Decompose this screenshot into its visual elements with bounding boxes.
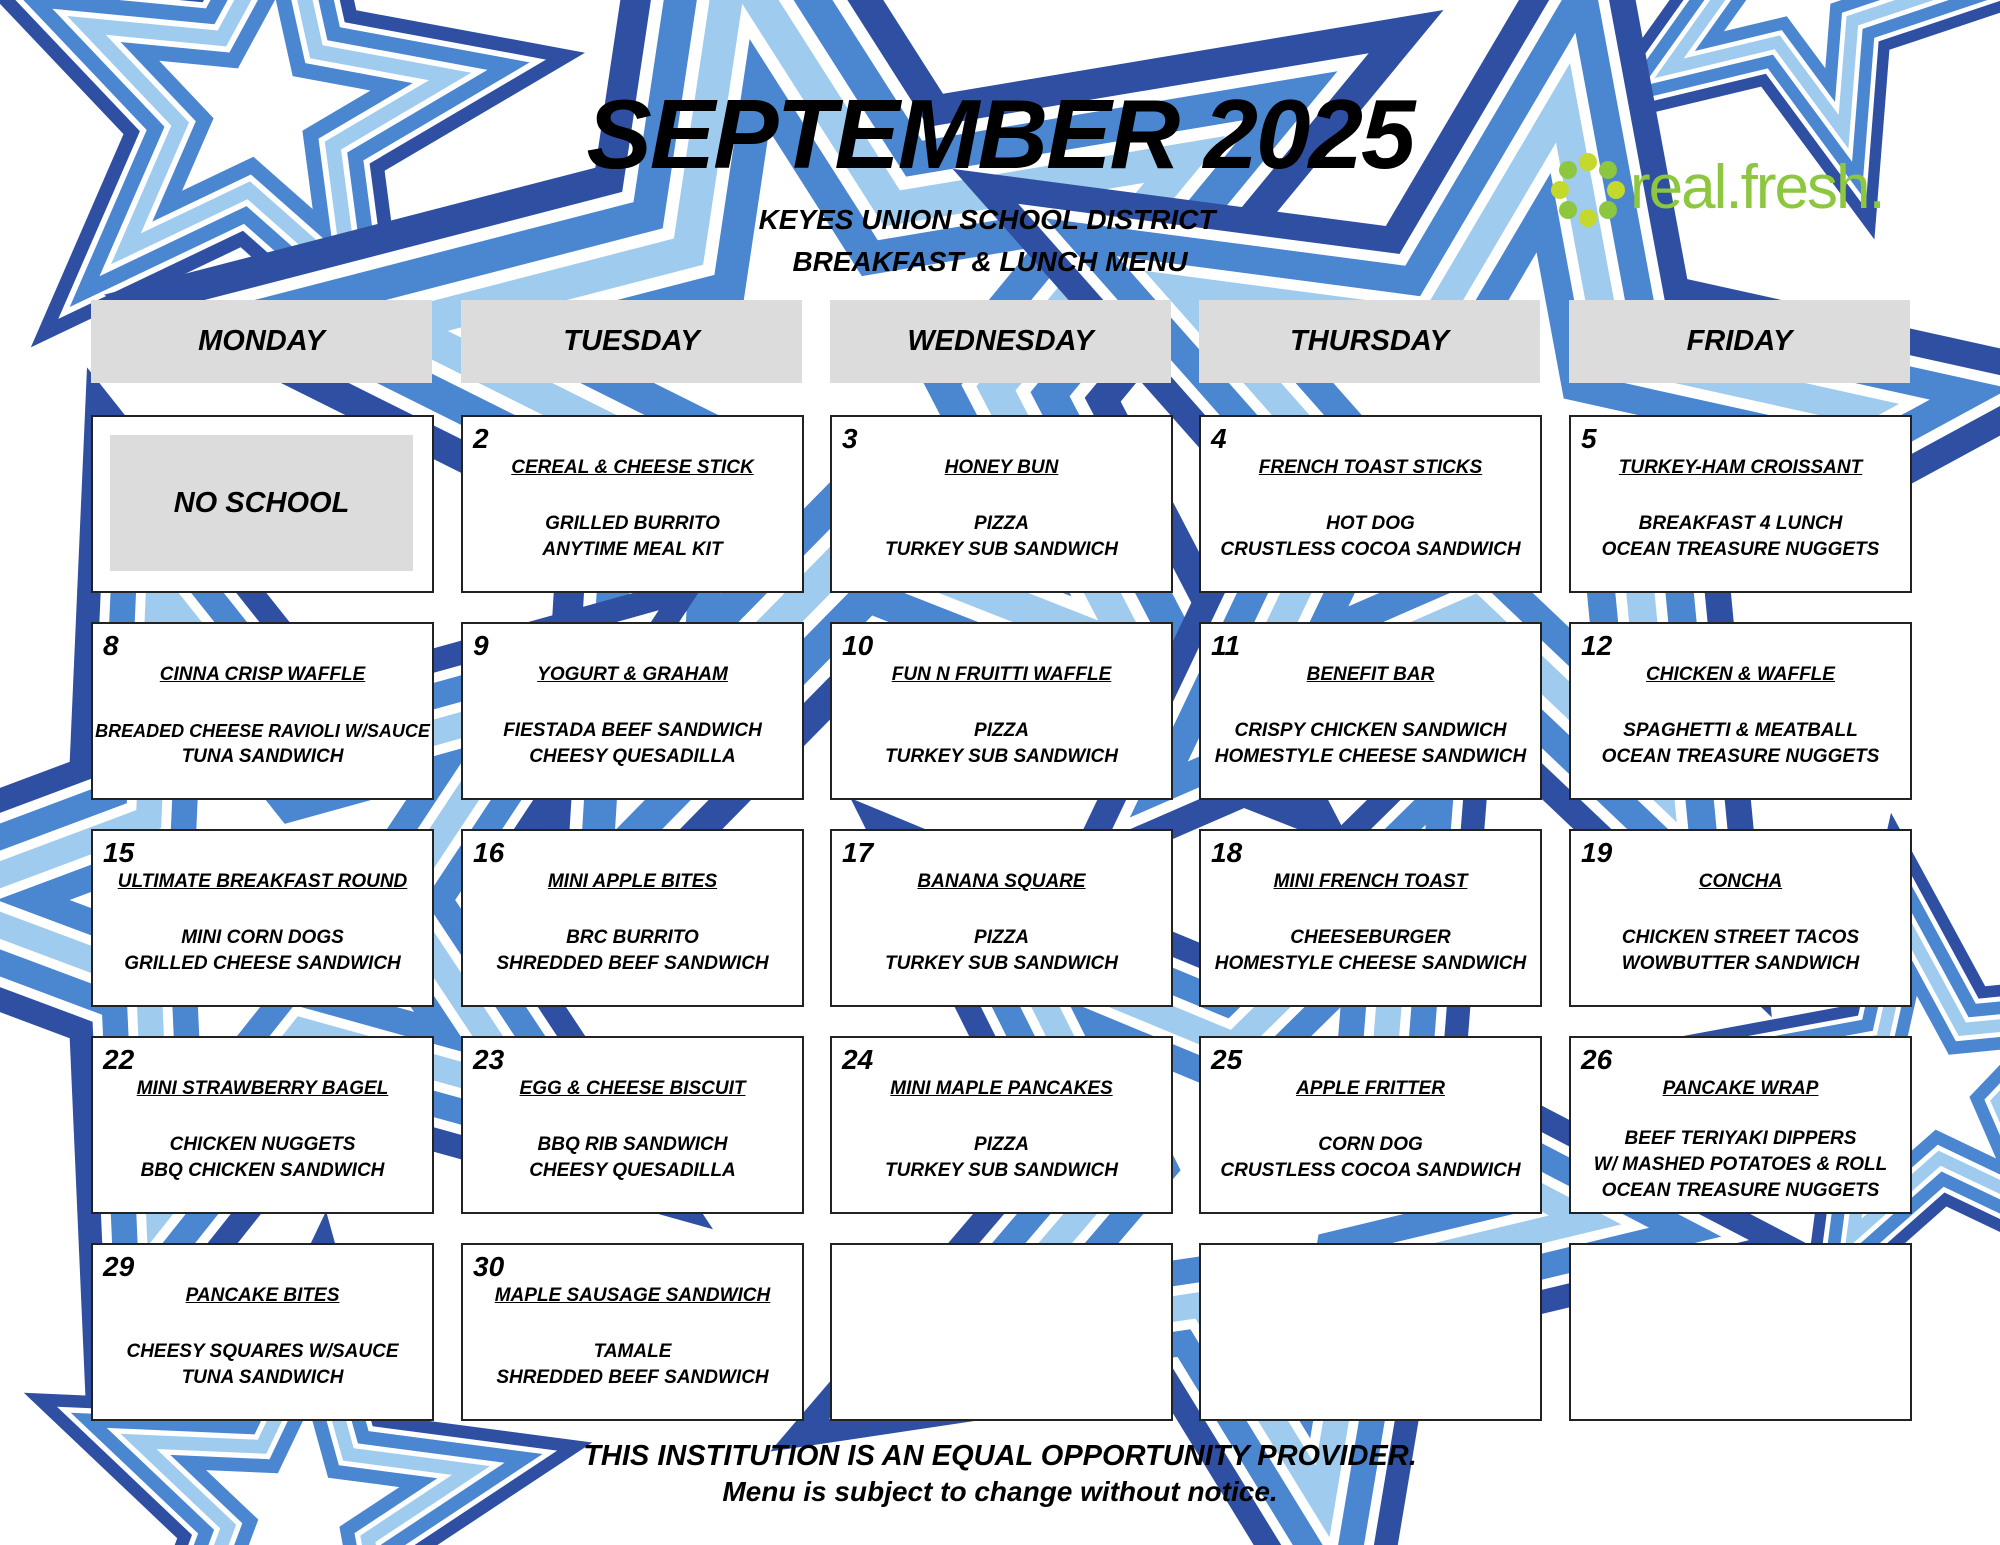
calendar-day-cell (1199, 829, 1542, 1007)
calendar-day-cell (1199, 622, 1542, 800)
empty-day-cell (1199, 1243, 1542, 1421)
calendar-day-cell (91, 415, 434, 593)
lunch-items (832, 1132, 1171, 1184)
breakfast-item: CEREAL & CHEESE STICK (511, 457, 754, 478)
lunch-item: OCEAN TREASURE NUGGETS (1601, 1180, 1880, 1201)
lunch-item: CRISPY CHICKEN SANDWICH (1234, 720, 1507, 741)
lunch-item: PIZZA (974, 1134, 1029, 1155)
lunch-item: OCEAN TREASURE NUGGETS (1601, 539, 1880, 560)
day-number: 16 (473, 837, 505, 868)
lunch-item: GRILLED BURRITO (545, 513, 720, 534)
empty-day-cell (1569, 1243, 1912, 1421)
lunch-items (1201, 1132, 1540, 1184)
lunch-item: CHICKEN NUGGETS (169, 1134, 356, 1155)
lunch-items (832, 925, 1171, 977)
calendar-day-cell (830, 1036, 1173, 1214)
day-number: 29 (103, 1251, 135, 1282)
day-number: 25 (1211, 1044, 1243, 1075)
day-number: 26 (1581, 1044, 1613, 1075)
breakfast-item: BANANA SQUARE (917, 871, 1086, 892)
lunch-items (93, 718, 432, 770)
lunch-items (1571, 1126, 1910, 1204)
breakfast-item: PANCAKE WRAP (1662, 1078, 1819, 1099)
lunch-item: BREADED CHEESE RAVIOLI W/SAUCE (95, 721, 430, 741)
breakfast-item: CHICKEN & WAFFLE (1646, 664, 1835, 685)
calendar-day-cell (1569, 622, 1912, 800)
lunch-item: FIESTADA BEEF SANDWICH (503, 720, 762, 741)
lunch-item: BBQ CHICKEN SANDWICH (140, 1160, 385, 1181)
calendar-day-cell (830, 415, 1173, 593)
calendar-day-cell (461, 1036, 804, 1214)
day-number: 12 (1581, 630, 1613, 661)
lunch-item: CHEESY SQUARES W/SAUCE (126, 1341, 399, 1362)
day-number: 8 (103, 630, 119, 661)
breakfast-item: BENEFIT BAR (1306, 664, 1435, 685)
district-name: KEYES UNION SCHOOL DISTRICT (758, 204, 1216, 235)
day-number: 2 (473, 423, 489, 454)
lunch-item: PIZZA (974, 513, 1029, 534)
breakfast-item: APPLE FRITTER (1296, 1078, 1445, 1099)
lunch-items (463, 718, 802, 770)
calendar-day-cell (1569, 829, 1912, 1007)
lunch-items (463, 1339, 802, 1391)
calendar-day-cell (461, 1243, 804, 1421)
day-number: 22 (103, 1044, 135, 1075)
lunch-item: HOT DOG (1326, 513, 1415, 534)
lunch-items (832, 511, 1171, 563)
calendar-day-cell (461, 622, 804, 800)
day-header-monday: MONDAY (91, 300, 432, 383)
lunch-item: BBQ RIB SANDWICH (537, 1134, 728, 1155)
day-number: 17 (842, 837, 874, 868)
lunch-item: OCEAN TREASURE NUGGETS (1601, 746, 1880, 767)
breakfast-item: CONCHA (1698, 871, 1783, 892)
day-number: 24 (842, 1044, 874, 1075)
lunch-items (1201, 511, 1540, 563)
breakfast-item: EGG & CHEESE BISCUIT (519, 1078, 746, 1099)
lunch-item: TURKEY SUB SANDWICH (885, 539, 1118, 560)
lunch-item: PIZZA (974, 927, 1029, 948)
breakfast-item: MINI MAPLE PANCAKES (890, 1078, 1113, 1099)
breakfast-item: ULTIMATE BREAKFAST ROUND (117, 871, 408, 892)
breakfast-item: PANCAKE BITES (185, 1285, 340, 1306)
lunch-item: TURKEY SUB SANDWICH (885, 746, 1118, 767)
logo-text: real.fresh. (1630, 153, 1884, 222)
lunch-item: PIZZA (974, 720, 1029, 741)
day-header-tuesday: TUESDAY (461, 300, 802, 383)
lunch-item: WOWBUTTER SANDWICH (1621, 953, 1860, 974)
lunch-items (1201, 925, 1540, 977)
calendar-day-cell (461, 829, 804, 1007)
day-number: 5 (1581, 423, 1597, 454)
breakfast-item: MINI FRENCH TOAST (1273, 871, 1468, 892)
lunch-item: CHEESY QUESADILLA (529, 1160, 736, 1181)
day-number: 23 (473, 1044, 505, 1075)
calendar-day-cell (91, 622, 434, 800)
lunch-item: TUNA SANDWICH (181, 1367, 344, 1388)
day-header-friday: FRIDAY (1569, 300, 1910, 383)
calendar-day-cell (1199, 415, 1542, 593)
lunch-item: GRILLED CHEESE SANDWICH (124, 953, 401, 974)
lunch-item: CHEESEBURGER (1290, 927, 1451, 948)
real-fresh-logo (1548, 150, 1943, 230)
lunch-item: CHICKEN STREET TACOS (1621, 927, 1860, 948)
lunch-item: TURKEY SUB SANDWICH (885, 953, 1118, 974)
lunch-items (463, 925, 802, 977)
menu-type: BREAKFAST & LUNCH MENU (792, 246, 1188, 277)
day-number: 30 (473, 1251, 505, 1282)
no-school-label: NO SCHOOL (110, 435, 413, 571)
page-title: SEPTEMBER 2025 (586, 79, 1414, 189)
equal-opportunity-notice: THIS INSTITUTION IS AN EQUAL OPPORTUNITY PROVIDER. (583, 1440, 1417, 1472)
calendar-day-cell (461, 415, 804, 593)
lunch-item: SPAGHETTI & MEATBALL (1623, 720, 1858, 741)
day-header-wednesday: WEDNESDAY (830, 300, 1171, 383)
breakfast-item: CINNA CRISP WAFFLE (159, 664, 366, 685)
day-number: 19 (1581, 837, 1613, 868)
lunch-items (93, 1132, 432, 1184)
calendar-day-cell (830, 829, 1173, 1007)
day-number: 18 (1211, 837, 1243, 868)
lunch-item: CRUSTLESS COCOA SANDWICH (1220, 539, 1521, 560)
breakfast-item: HONEY BUN (944, 457, 1059, 478)
empty-day-cell (830, 1243, 1173, 1421)
calendar-day-cell (91, 1036, 434, 1214)
lunch-item: CORN DOG (1318, 1134, 1423, 1155)
lunch-items (1201, 718, 1540, 770)
change-disclaimer: Menu is subject to change without notice. (722, 1476, 1278, 1507)
breakfast-item: FRENCH TOAST STICKS (1258, 457, 1483, 478)
day-number: 10 (842, 630, 874, 661)
breakfast-item: MAPLE SAUSAGE SANDWICH (494, 1285, 771, 1306)
breakfast-item: TURKEY-HAM CROISSANT (1618, 457, 1863, 478)
lunch-item: BRC BURRITO (566, 927, 699, 948)
calendar-day-cell (1569, 415, 1912, 593)
calendar-day-cell (830, 622, 1173, 800)
day-number: 15 (103, 837, 135, 868)
flower-logo-icon (1548, 150, 1628, 230)
breakfast-item: MINI STRAWBERRY BAGEL (136, 1078, 389, 1099)
calendar-day-cell (91, 829, 434, 1007)
lunch-items (463, 511, 802, 563)
day-number: 3 (842, 423, 858, 454)
lunch-item: SHREDDED BEEF SANDWICH (496, 1367, 769, 1388)
lunch-item: CHEESY QUESADILLA (529, 746, 736, 767)
lunch-item: HOMESTYLE CHEESE SANDWICH (1214, 746, 1527, 767)
lunch-item: ANYTIME MEAL KIT (542, 539, 723, 560)
lunch-items (463, 1132, 802, 1184)
day-number: 11 (1211, 630, 1241, 661)
lunch-items (832, 718, 1171, 770)
lunch-item: TAMALE (593, 1341, 672, 1362)
lunch-item: MINI CORN DOGS (181, 927, 344, 948)
calendar-day-cell (1569, 1036, 1912, 1214)
lunch-item: TURKEY SUB SANDWICH (885, 1160, 1118, 1181)
lunch-item: W/ MASHED POTATOES & ROLL (1593, 1154, 1888, 1175)
day-header-thursday: THURSDAY (1199, 300, 1540, 383)
lunch-items (1571, 511, 1910, 563)
lunch-item: HOMESTYLE CHEESE SANDWICH (1214, 953, 1527, 974)
calendar-day-cell (1199, 1036, 1542, 1214)
breakfast-item: MINI APPLE BITES (547, 871, 718, 892)
lunch-item: BREAKFAST 4 LUNCH (1638, 513, 1843, 534)
lunch-item: TUNA SANDWICH (181, 746, 344, 767)
breakfast-item: FUN N FRUITTI WAFFLE (891, 664, 1112, 685)
lunch-items (1571, 925, 1910, 977)
calendar-day-cell (91, 1243, 434, 1421)
lunch-items (93, 925, 432, 977)
day-number: 9 (473, 630, 489, 661)
lunch-items (93, 1339, 432, 1391)
lunch-items (1571, 718, 1910, 770)
lunch-item: SHREDDED BEEF SANDWICH (496, 953, 769, 974)
breakfast-item: YOGURT & GRAHAM (537, 664, 728, 685)
lunch-item: CRUSTLESS COCOA SANDWICH (1220, 1160, 1521, 1181)
day-number: 4 (1211, 423, 1227, 454)
lunch-item: BEEF TERIYAKI DIPPERS (1624, 1128, 1857, 1149)
